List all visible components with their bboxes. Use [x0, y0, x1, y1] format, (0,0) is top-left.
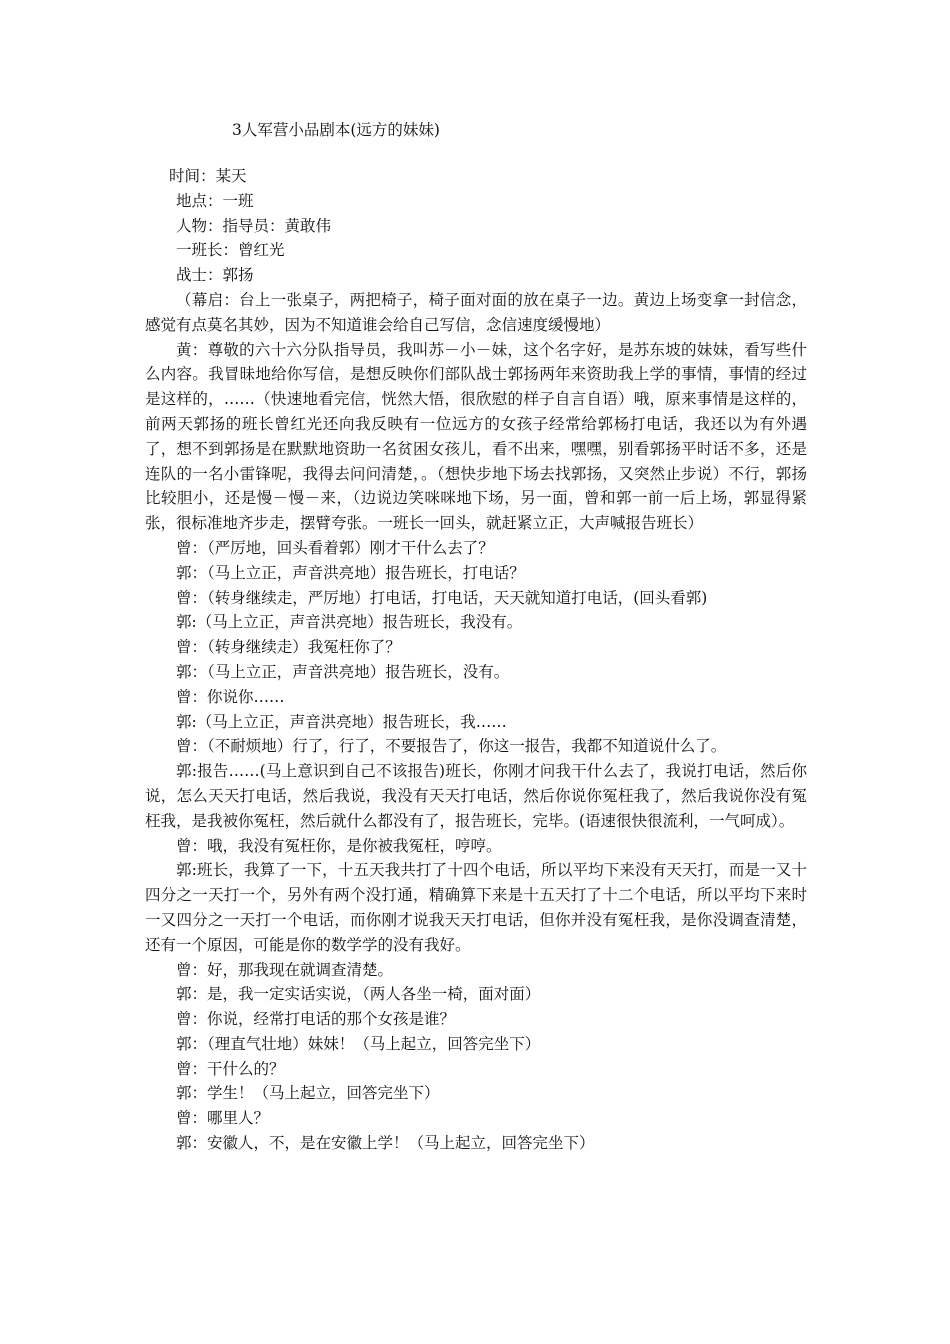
paragraph-dialogue: 郭:（马上立正，声音洪亮地）报告班长，我……: [176, 712, 507, 731]
paragraph-dialogue: 黄：尊敬的六十六分队指导员，我叫苏－小－妹，这个名字好，是苏东坡的妹妹，看写些什么内容。我冒昧地给你写信，是想反映你们部队战士郭扬两年来资助我上学的事情，事情的经过是这样的，……（快速地看完信，恍然大悟，很欣慰的样子自言自语）哦，原来事情是这样的，前两天郭扬的班长曾红光还向我反映有一位远方的女孩子经常给郭杨打电话，我还以为有外遇了，想不到郭扬是在默默地资助一名贫困女孩儿，看不出来，嘿嘿，别看郭扬平时话不多，还是连队的一名小雷锋呢，我得去问问清楚，。（想快步地下场去找郭扬，又突然止步说）不行，郭扬比较胆小，还是慢－慢－来，（边说边笑咪咪地下场，另一面，曾和郭一前一后上场，郭显得紧张，很标准地齐步走，摆臂夸张。一班长一回头，就赶紧立正，大声喊报告班长）: [145, 340, 807, 533]
paragraph-dialogue: 曾：（严厉地，回头看着郭）刚才干什么去了？: [176, 538, 494, 557]
paragraph-dialogue: 郭:班长，我算了一下，十五天我共打了十四个电话，所以平均下来没有天天打，而是一又十四分之一天打一个，另外有两个没打通，精确算下来是十五天打了十二个电话，所以平均下来时一又四分之一天打一个电话，而你刚才说我天天打电话，但你并没有冤枉我，是你没调查清楚，还有一个原因，可能是你的数学学的没有我好。: [145, 861, 807, 954]
document-title: 3人军营小品剧本(远方的妹妹): [232, 121, 440, 139]
paragraph-dialogue: 曾：干什么的？: [176, 1059, 285, 1078]
paragraph-soldier: 战士：郭扬: [176, 266, 254, 285]
paragraph-dialogue: 郭：（马上立正，声音洪亮地）报告班长，没有。: [176, 662, 510, 681]
paragraph-dialogue: 郭：学生！（马上起立，回答完坐下）: [176, 1084, 440, 1103]
paragraph-dialogue: 郭:（马上立正，声音洪亮地）报告班长，我没有。: [176, 613, 523, 632]
paragraph-dialogue: 曾：（不耐烦地）行了，行了，不要报告了，你这一报告，我都不知道说什么了。: [176, 737, 727, 756]
paragraph-dialogue: 曾：哪里人？: [176, 1109, 270, 1128]
paragraph-opening: （幕启：台上一张桌子，两把椅子，椅子面对面的放在桌子一边。黄边上场变拿一封信念，感觉有点莫名其妙，因为不知道谁会给自己写信，念信速度缓慢地）: [145, 290, 807, 334]
paragraph-dialogue: 曾：（转身继续走，严厉地）打电话，打电话，天天就知道打电话，(回头看郭): [176, 588, 708, 607]
paragraph-time: 时间：某天: [169, 167, 247, 185]
paragraph-characters: 人物：指导员：黄敢伟: [176, 216, 332, 235]
paragraph-dialogue: 曾：哦，我没有冤枉你，是你被我冤枉，哼哼。: [176, 836, 502, 855]
paragraph-dialogue: 郭：安徽人，不，是在安徽上学！（马上起立，回答完坐下）: [176, 1134, 595, 1153]
paragraph-dialogue: 曾：好，那我现在就调查清楚。: [176, 960, 394, 979]
paragraph-dialogue: 郭：（马上立正，声音洪亮地）报告班长，打电话？: [176, 563, 525, 582]
paragraph-dialogue: 曾：你说，经常打电话的那个女孩是谁？: [176, 1010, 456, 1029]
document-body: [145, 164, 807, 1156]
paragraph-dialogue: 郭:报告……(马上意识到自己不该报告)班长，你刚才问我干什么去了，我说打电话，然后你说，怎么天天打电话，然后我说，我没有天天打电话，然后你说你冤枉我了，然后我说你没有冤枉我，是我被你冤枉，然后就什么都没有了，报告班长，完毕。(语速很快很流利，一气呵成）。: [145, 762, 807, 830]
paragraph-dialogue: 郭：是，我一定实话实说，（两人各坐一椅，面对面）: [176, 985, 541, 1004]
paragraph-squad-leader: 一班长：曾红光: [176, 241, 285, 260]
paragraph-dialogue: 曾：你说你……: [176, 687, 285, 706]
paragraph-place: 地点：一班: [176, 191, 254, 210]
paragraph-dialogue: 曾：（转身继续走）我冤枉你了？: [176, 638, 401, 657]
paragraph-dialogue: 郭：（理直气壮地）妹妹！（马上起立，回答完坐下）: [176, 1034, 541, 1053]
